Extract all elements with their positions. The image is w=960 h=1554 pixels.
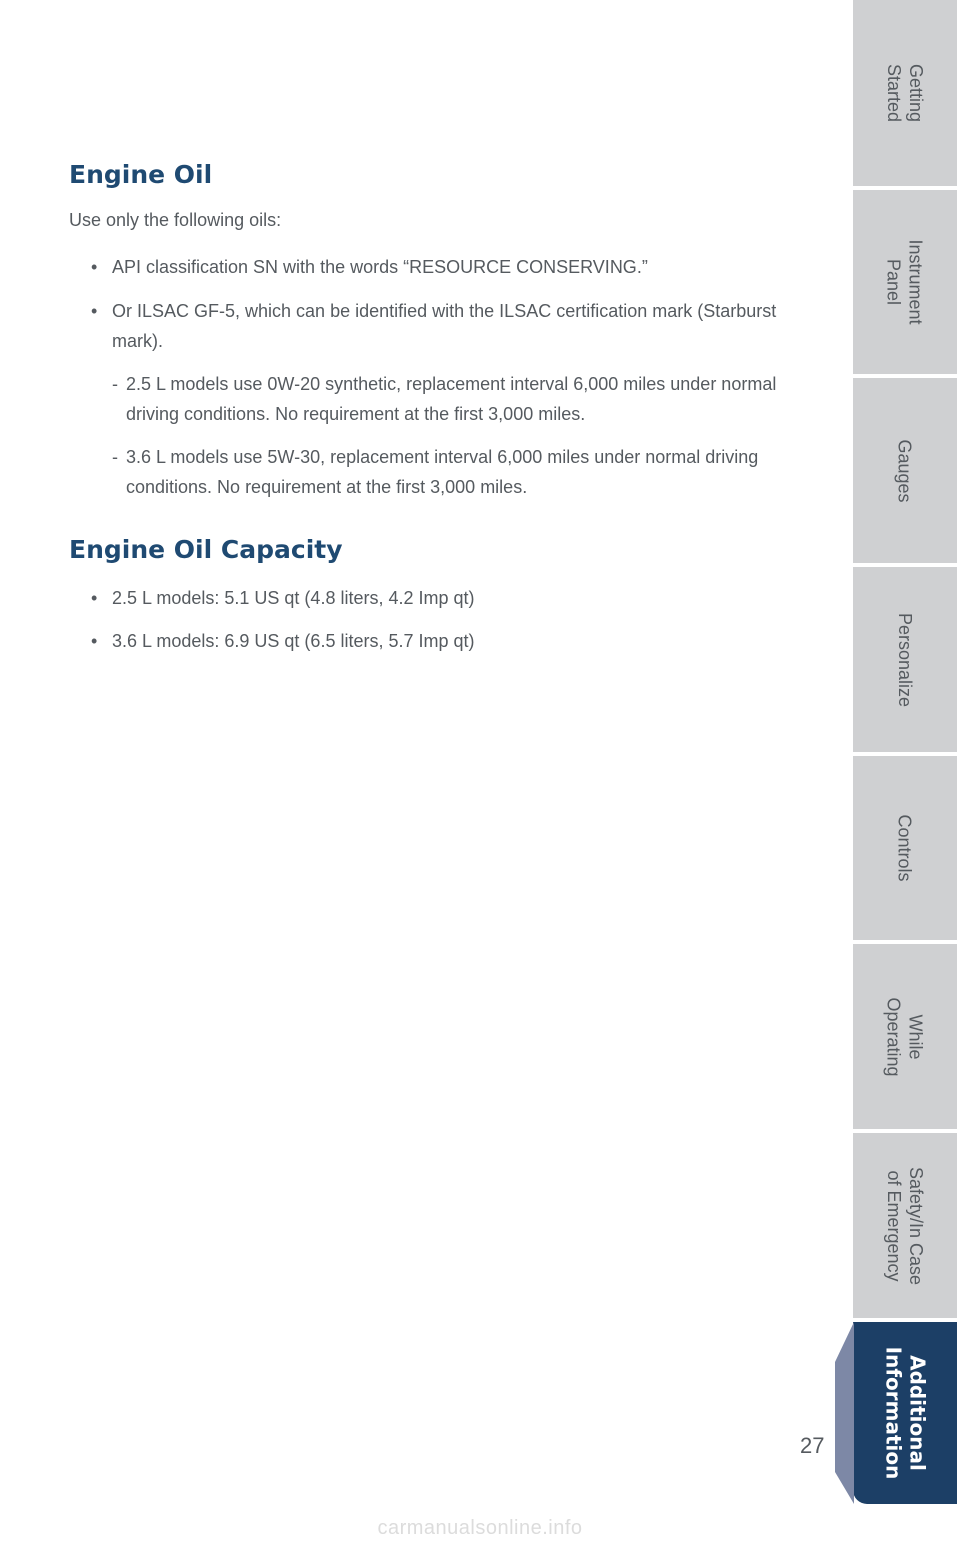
dash-icon: - (112, 374, 118, 394)
bullet-icon: • (91, 301, 98, 321)
tab-additional-information[interactable] (853, 1322, 957, 1504)
bullet-icon: • (91, 257, 98, 277)
active-tab-pointer-icon (830, 1322, 854, 1504)
tab-instrument-panel[interactable] (853, 190, 957, 378)
engine-oil-heading: Engine Oil (69, 160, 213, 189)
tab-gauges[interactable] (853, 378, 957, 567)
bullet-text: API classification SN with the words “RESOURCE CONSERVING.” (112, 257, 648, 277)
page-number: 27 (800, 1433, 825, 1458)
tab-label: Controls (895, 814, 915, 882)
tab-safety-emergency[interactable] (853, 1133, 957, 1322)
list-item (91, 583, 812, 613)
tab-label: Getting Started (883, 63, 926, 123)
list-item (91, 626, 812, 656)
sub-item-text: 2.5 L models use 0W-20 synthetic, replacement interval 6,000 miles under normal driving conditions. No requirement at the first 3,000 miles. (126, 374, 777, 424)
bullet-icon: • (91, 588, 98, 608)
chapter-tabs (853, 0, 960, 1554)
tab-getting-started[interactable] (853, 0, 957, 190)
bullet-text: Or ILSAC GF-5, which can be identified with the ILSAC certification mark (Starburst mark). (112, 301, 777, 351)
bullet-icon: • (91, 631, 98, 651)
engine-oil-capacity-heading: Engine Oil Capacity (69, 535, 343, 564)
sub-item (112, 369, 806, 429)
list-item (91, 296, 812, 356)
watermark: carmanualsonline.info (377, 1517, 583, 1539)
tab-label: Gauges (894, 438, 915, 503)
tab-label: Instrument Panel (883, 239, 926, 325)
tab-label: Additional Information (881, 1346, 929, 1480)
tab-while-operating[interactable] (853, 944, 957, 1133)
sub-item-text: 3.6 L models use 5W-30, replacement interval 6,000 miles under normal driving conditions. No requirement at the first 3,000 miles. (126, 447, 759, 497)
tab-label: Safety/In Case of Emergency (884, 1166, 927, 1285)
bullet-text: 2.5 L models: 5.1 US qt (4.8 liters, 4.2 Imp qt) (112, 588, 475, 608)
list-item (91, 252, 812, 282)
bullet-text: 3.6 L models: 6.9 US qt (6.5 liters, 5.7 Imp qt) (112, 631, 475, 651)
tab-controls[interactable] (853, 756, 957, 944)
engine-oil-intro: Use only the following oils: (69, 210, 282, 230)
sub-item (112, 442, 806, 502)
tab-label: While Operating (884, 996, 926, 1077)
dash-icon: - (112, 447, 118, 467)
tab-label: Personalize (895, 612, 915, 707)
tab-personalize[interactable] (853, 567, 957, 756)
